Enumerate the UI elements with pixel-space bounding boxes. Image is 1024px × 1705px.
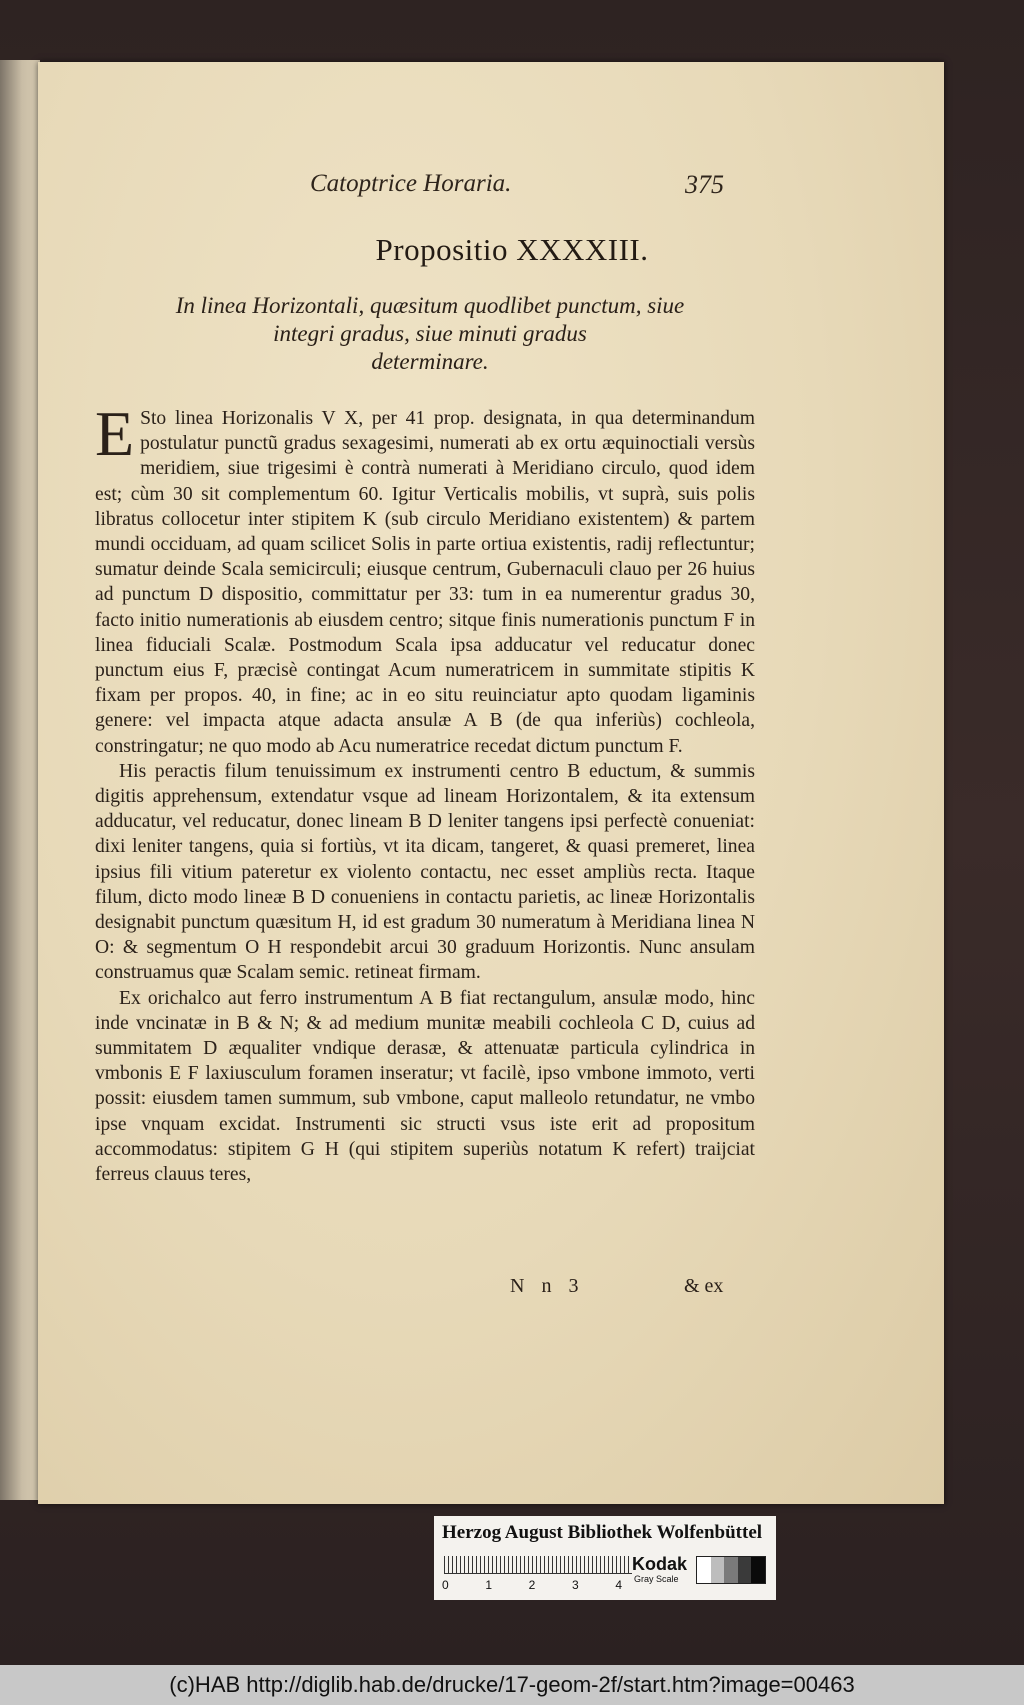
library-name: Herzog August Bibliothek Wolfenbüttel [442, 1522, 763, 1543]
enunciation-line: In linea Horizontali, quæsitum quodlibet punctum, siue [175, 293, 685, 318]
color-calibration-card [434, 1516, 776, 1600]
gray-swatch [751, 1557, 765, 1583]
paragraph [95, 398, 755, 759]
ruler-number: 3 [571, 1578, 579, 1592]
body-text [95, 398, 755, 1187]
ruler-number: 0 [442, 1578, 449, 1592]
proposition-title: Propositio XXXXIII. [375, 232, 649, 267]
page-number: 375 [685, 170, 724, 199]
gray-swatches [696, 1556, 766, 1584]
gray-swatch [711, 1557, 725, 1583]
gray-swatch [724, 1557, 738, 1583]
enunciation [120, 292, 740, 376]
gray-swatch [697, 1557, 711, 1583]
enunciation-line: integri gradus, siue minuti gradus [273, 321, 587, 346]
ruler-number: 1 [485, 1578, 493, 1592]
footer-credit: (c)HAB http://diglib.hab.de/drucke/17-geom-2f/start.htm?image=00463 [0, 1665, 1024, 1705]
paragraph-text: Sto linea Horizonalis V X, per 41 prop. designata, in qua determinandum postulatur punctũ gradus sexagesimi, numerati ab ex ortu æquinoctiali versùs meridiem, siue trigesimi è contrà numerati à Meridiano circulo, quod idem est; cùm 30 sit complementum 60. Igitur Verticalis mobilis, vt suprà, suis polis libratus collocetur inter stipitem K (sub circulo Meridiano existentem) & partem mundi occiduam, ad quam scilicet Solis in parte ortiua existentis, radij reflectuntur; sumatur deinde Scala semicirculi; eiusque centrum, Gubernaculi clauo per 26 huius ad punctum D dispositio, committatur per 33: tum in ea numerentur gradus 30, facto initio numerationis ab eiusdem centro; sitque finis numerationis punctum F in linea fiduciali Scalæ. Postmodum Scala ipsa adducatur vel reducatur donec punctum eius F, præcisè contingat Acum numeratricem in summitate stipitis K fixam per propos. 40, in fine; ac in eo situ reuinciatur apto quodam ligaminis genere: vel impacta atque adacta ansulæ A B (de qua inferiùs) cochleola, constringatur; ne quo modo ab Acu numeratrice recedat dictum punctum F. [95, 408, 755, 757]
enunciation-line: determinare. [371, 349, 489, 374]
gray-swatch [738, 1557, 752, 1583]
kodak-logo: Kodak [632, 1554, 688, 1574]
paragraph: His peractis filum tenuissimum ex instrumenti centro B eductum, & summis digitis apprehensum, extendatur vsque ad lineam Horizontalem, & ita extensum adducatur, vel reducatur, donec lineam B D leniter tangens ipsi perfectè conueniat: dixi leniter tangens, quia si fortiùs, vt ita dicam, tangeret, & quasi premeret, linea ipsius fili vitium pateretur ex violento contactu, nec esset ampliùs recta. Itaque filum, dicto modo lineæ B D conueniens in contactu parietis, ac lineæ Horizontalis designabit punctum quæsitum H, id est gradum 30 numeratum à Meridiana linea N O: & segmentum O H respondebit arcui 30 graduum Horizontis. Nunc ansulam construamus quæ Scalam semic. retineat firmam. [95, 760, 755, 984]
ruler-numbers [442, 1578, 622, 1592]
signature-mark: N n 3 [510, 1275, 585, 1297]
ruler-number: 4 [615, 1578, 622, 1592]
running-title: Catoptrice Horaria. [310, 170, 512, 197]
ruler-ticks [444, 1556, 632, 1574]
previous-page-edge [0, 60, 40, 1500]
ruler-number: 2 [528, 1578, 536, 1592]
drop-cap: E [95, 398, 135, 469]
catchword: & ex [684, 1275, 724, 1297]
gray-scale-label: Gray Scale [634, 1574, 679, 1584]
paragraph: Ex orichalco aut ferro instrumentum A B fiat rectangulum, ansulæ modo, hinc inde vncinatæ in B & N; & ad medium munitæ meabili cochleola C D, cuius ad summitatem D æqualiter vndique derasæ, & attenuatæ particula cylindrica in vmbonis E F laxiusculum foramen inseratur; vt facilè, ipso vmbone immoto, verti possit: eiusdem tamen summum, sub vmbone, caput malleolo retundatur, ne vmbo ipse vnquam excidat. Instrumenti sic structi vsus iste erit ad propositum accommodatus: stipitem G H (qui stipitem superiùs notatum K refert) traijciat ferreus clauus teres, [95, 987, 755, 1186]
running-head [0, 170, 1024, 210]
